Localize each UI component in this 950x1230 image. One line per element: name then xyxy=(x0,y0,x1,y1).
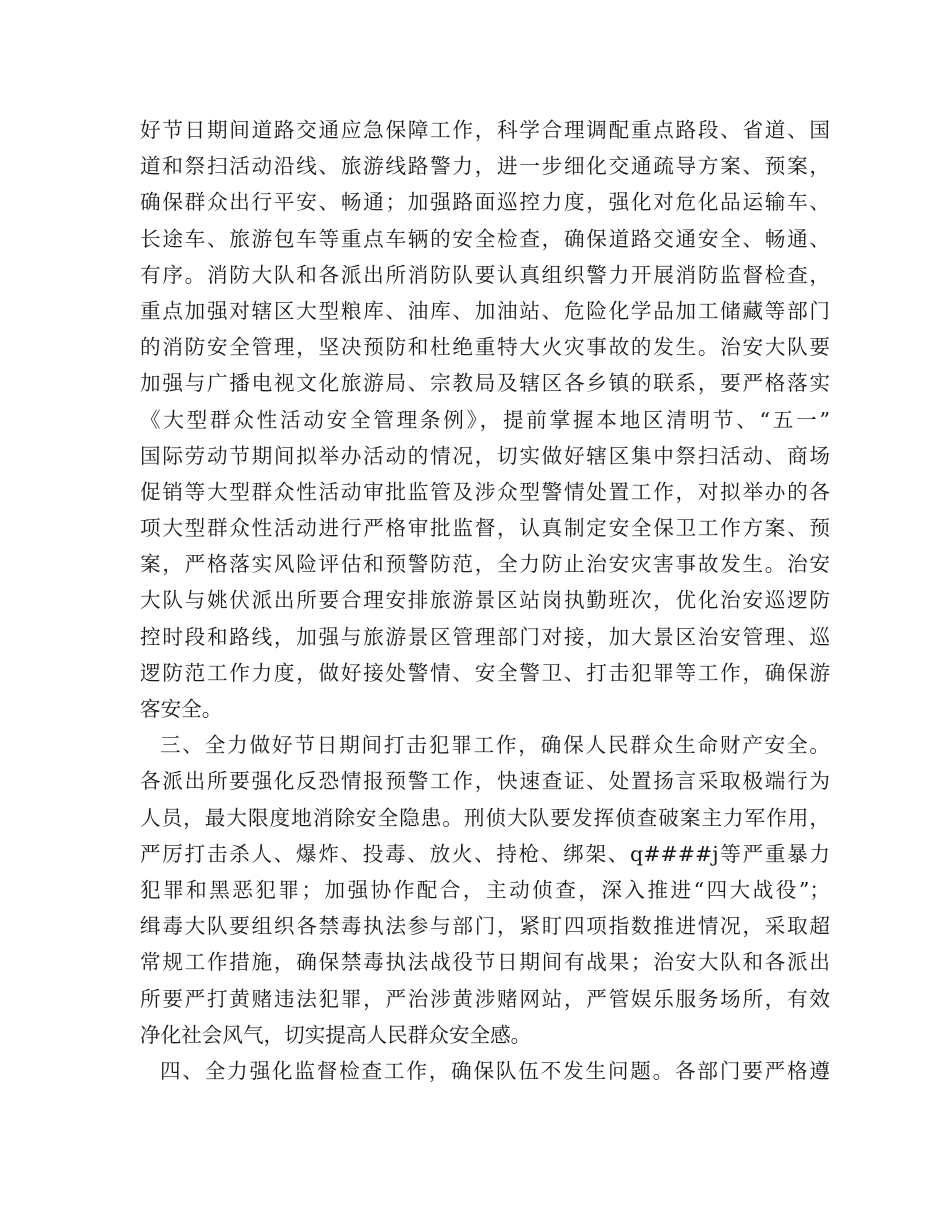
text-line: 各派出所要强化反恐情报预警工作，快速查证、处置扬言采取极端行为 xyxy=(140,769,830,794)
section-heading-line: 三、全力做好节日期间打击犯罪工作，确保人民群众生命财产安全。 xyxy=(160,733,830,758)
text-line: 犯罪和黑恶犯罪；加强协作配合，主动侦查，深入推进“四大战役”； xyxy=(140,877,830,902)
text-line: 好节日期间道路交通应急保障工作，科学合理调配重点路段、省道、国 xyxy=(140,118,830,142)
text-line: 道和祭扫活动沿线、旅游线路警力，进一步细化交通疏导方案、预案， xyxy=(140,154,830,179)
text-line: 案，严格落实风险评估和预警防范，全力防止治安灾害事故发生。治安 xyxy=(140,552,830,577)
text-line: 缉毒大队要组织各禁毒执法参与部门，紧盯四项指数推进情况，采取超 xyxy=(140,914,830,939)
text-line: 严厉打击杀人、爆炸、投毒、放火、持枪、绑架、q####j等严重暴力 xyxy=(140,841,830,866)
text-line: 《大型群众性活动安全管理条例》，提前掌握本地区清明节、“五一” xyxy=(140,407,830,432)
text-line: 重点加强对辖区大型粮库、油库、加油站、危险化学品加工储藏等部门 xyxy=(140,298,830,323)
text-line: 人员，最大限度地消除安全隐患。刑侦大队要发挥侦查破案主力军作用， xyxy=(140,805,830,830)
paragraph-end-line: 净化社会风气，切实提高人民群众安全感。 xyxy=(140,1022,532,1047)
text-line: 长途车、旅游包车等重点车辆的安全检查，确保道路交通安全、畅通、 xyxy=(140,226,830,251)
text-line: 有序。消防大队和各派出所消防队要认真组织警力开展消防监督检查， xyxy=(140,262,830,287)
text-line: 大队与姚伏派出所要合理安排旅游景区站岗执勤班次，优化治安巡逻防 xyxy=(140,588,830,613)
text-line: 逻防范工作力度，做好接处警情、安全警卫、打击犯罪等工作，确保游 xyxy=(140,660,830,685)
section-heading-line: 四、全力强化监督检查工作，确保队伍不发生问题。各部门要严格遵 xyxy=(160,1058,830,1083)
text-line: 加强与广播电视文化旅游局、宗教局及辖区各乡镇的联系，要严格落实 xyxy=(140,371,830,396)
text-line: 促销等大型群众性活动审批监管及涉众型警情处置工作，对拟举办的各 xyxy=(140,479,830,504)
text-line: 项大型群众性活动进行严格审批监督，认真制定安全保卫工作方案、预 xyxy=(140,516,830,541)
text-line: 确保群众出行平安、畅通；加强路面巡控力度，强化对危化品运输车、 xyxy=(140,190,830,215)
document-body xyxy=(140,112,830,1089)
text-line: 的消防安全管理，坚决预防和杜绝重特大火灾事故的发生。治安大队要 xyxy=(140,335,830,360)
text-line: 所要严打黄赌违法犯罪，严治涉黄涉赌网站，严管娱乐服务场所，有效 xyxy=(140,986,830,1011)
text-line: 常规工作措施，确保禁毒执法战役节日期间有战果；治安大队和各派出 xyxy=(140,950,830,975)
text-line: 国际劳动节期间拟举办活动的情况，切实做好辖区集中祭扫活动、商场 xyxy=(140,443,830,468)
text-line: 控时段和路线，加强与旅游景区管理部门对接，加大景区治安管理、巡 xyxy=(140,624,830,649)
paragraph-end-line: 客安全。 xyxy=(140,697,223,721)
